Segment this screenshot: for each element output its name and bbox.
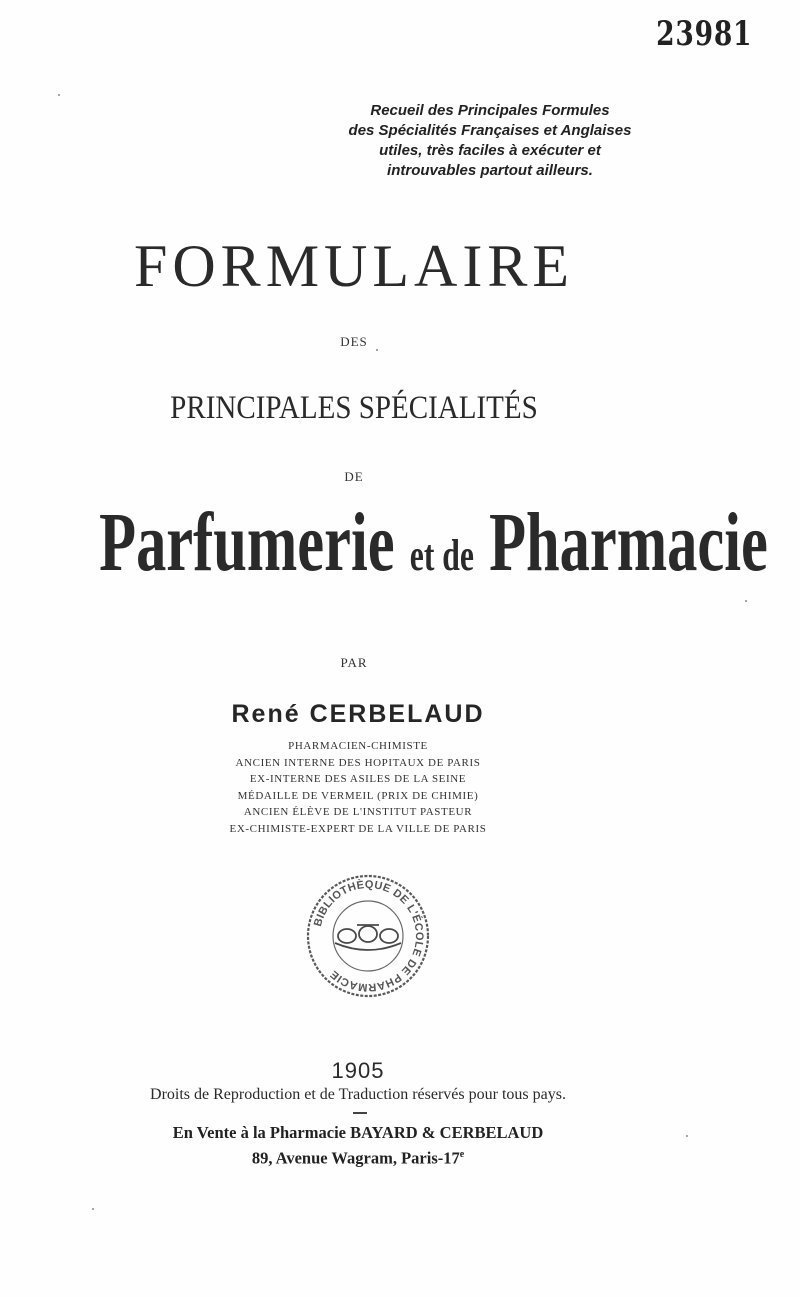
seller-address-text: 89, Avenue Wagram, Paris-17 — [251, 1148, 460, 1168]
title-connector-de: DE — [344, 469, 364, 484]
paper-speck — [745, 600, 747, 602]
author-name: René CERBELAUD — [231, 700, 485, 728]
catalog-number: 23981 — [655, 14, 752, 54]
credential-line: ANCIEN INTERNE DES HOPITAUX DE PARIS — [235, 756, 481, 769]
svg-text:BIBLIOTHÈQUE DE L'ÉCOLE DE PHA — [312, 878, 425, 993]
seller-address-superscript: e — [459, 1149, 465, 1160]
book-subtitle: PRINCIPALES SPÉCIALITÉS — [170, 390, 538, 426]
seller-line: En Vente à la Pharmacie BAYARD & CERBELAUD — [172, 1123, 544, 1142]
library-stamp-icon — [305, 873, 431, 999]
title-connector-des: DES — [340, 334, 368, 349]
rights-notice: Droits de Reproduction et de Traduction réservés pour tous pays. — [150, 1086, 566, 1103]
epigraph-line: utiles, très faciles à exécuter et — [379, 142, 601, 159]
topic-parfumerie: Parfumerie — [99, 496, 395, 589]
credential-line: EX-CHIMISTE-EXPERT DE LA VILLE DE PARIS — [229, 822, 487, 835]
credential-line: MÉDAILLE DE VERMEIL (PRIX DE CHIMIE) — [237, 789, 479, 802]
paper-speck — [58, 94, 60, 96]
divider — [353, 1112, 367, 1114]
author-credentials — [0, 738, 716, 837]
topic-conjunction: et de — [409, 531, 474, 580]
paper-speck — [92, 1208, 94, 1210]
book-title: FORMULAIRE — [133, 233, 575, 299]
book-topic — [99, 496, 768, 601]
credential-line: ANCIEN ÉLÈVE DE L'INSTITUT PASTEUR — [243, 806, 473, 818]
credential-line: PHARMACIEN-CHIMISTE — [288, 740, 428, 752]
topic-pharmacie: Pharmacie — [489, 496, 768, 589]
seller-address — [0, 1144, 716, 1170]
publication-year: 1905 — [331, 1058, 385, 1083]
paper-speck — [686, 1135, 688, 1137]
epigraph — [300, 101, 680, 181]
seller-info — [0, 1122, 716, 1170]
epigraph-line: Recueil des Principales Formules — [370, 102, 610, 119]
by-label: PAR — [340, 655, 368, 670]
credential-line: EX-INTERNE DES ASILES DE LA SEINE — [249, 773, 467, 785]
epigraph-line: introuvables partout ailleurs. — [387, 162, 593, 179]
stamp-text: BIBLIOTHÈQUE DE L'ÉCOLE DE PHARMACIE — [312, 878, 426, 994]
paper-speck — [376, 349, 378, 351]
epigraph-line: des Spécialités Françaises et Anglaises — [348, 122, 632, 139]
